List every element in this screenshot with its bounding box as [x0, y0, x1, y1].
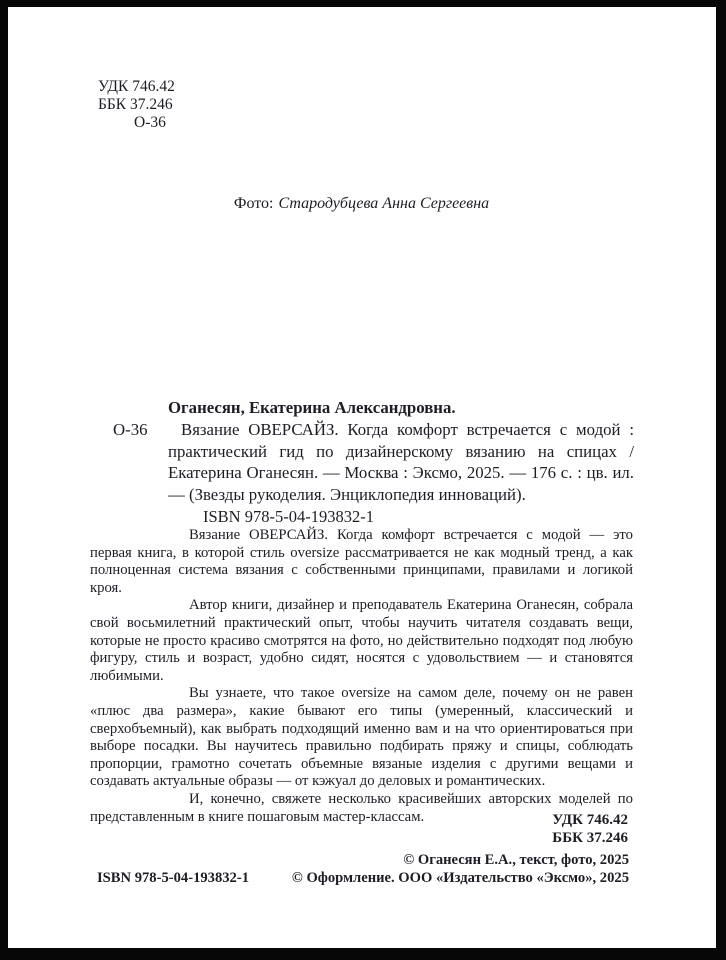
author-sign-code-entry: О-36 [113, 419, 148, 439]
catalog-citation: Вязание ОВЕРСАЙЗ. Когда комфорт встречается с модой : практический гид по дизайнерскому вязанию на спицах / Екатерина Оганесян. — Москва : Эксмо, 2025. — 176 с. : цв. ил. — (Звезды рукоделия. Энциклопедия инноваций). [168, 419, 634, 505]
author-sign-code-top: О-36 [134, 114, 166, 131]
isbn-catalog-line: ISBN 978-5-04-193832-1 [203, 507, 374, 526]
classification-codes-top [98, 78, 175, 132]
photo-credit-name: Стародубцева Анна Сергеевна [278, 195, 490, 212]
annotation-block [90, 527, 633, 826]
annotation-paragraph: Автор книги, дизайнер и преподаватель Екатерина Оганесян, собрала свой восьмилетний практический опыт, чтобы научить читателя создавать вещи, которые не просто красиво смотрятся на фото, но действительно подходят под любую фигуру, стиль и возраст, удобно сидят, носятся с удовольствием — и становятся любимыми. [90, 597, 633, 684]
catalog-author-heading: Оганесян, Екатерина Александровна. [168, 398, 456, 417]
udk-code-bottom: УДК 746.42 [552, 812, 628, 828]
book-imprint-page [8, 7, 716, 948]
imprint-footer [97, 852, 629, 887]
isbn-footer-line: ISBN 978-5-04-193832-1 [97, 869, 250, 886]
annotation-paragraph: Вязание ОВЕРСАЙЗ. Когда комфорт встречается с модой — это первая книга, в которой стиль oversize рассматривается не как модный тренд, а как полноценная система вязания с собственными принципами, правилами и логикой кроя. [90, 527, 633, 596]
annotation-paragraph: И, конечно, свяжете несколько красивейших авторских моделей по представленным в книге пошаговым мастер-классам. [90, 790, 633, 825]
copyright-author-line: © Оганесян Е.А., текст, фото, 2025 [403, 852, 629, 868]
photo-credit-line [90, 194, 633, 214]
bbk-code-bottom: ББК 37.246 [552, 829, 628, 846]
bbk-code-top: ББК 37.246 [98, 96, 173, 113]
catalog-entry [113, 397, 634, 506]
copyright-block [292, 852, 629, 887]
copyright-publisher-line: © Оформление. ООО «Издательство «Эксмо», 2025 [291, 869, 629, 886]
classification-codes-bottom [90, 812, 628, 847]
annotation-paragraph: Вы узнаете, что такое oversize на самом деле, почему он не равен «плюс два размера», какие бывают его типы (умеренный, классический и сверхобъемный), как выбрать подходящий именно вам и на что ориентироваться при выборе посадки. Вы научитесь правильно подбирать пряжу и спицы, соблюдать пропорции, грамотно сочетать объемные вязаные изделия с другими вещами и создавать актуальные образы — от кэжуал до деловых и романтических. [90, 685, 633, 790]
photo-credit-label: Фото: [233, 195, 274, 212]
udk-code-top: УДК 746.42 [98, 78, 175, 95]
